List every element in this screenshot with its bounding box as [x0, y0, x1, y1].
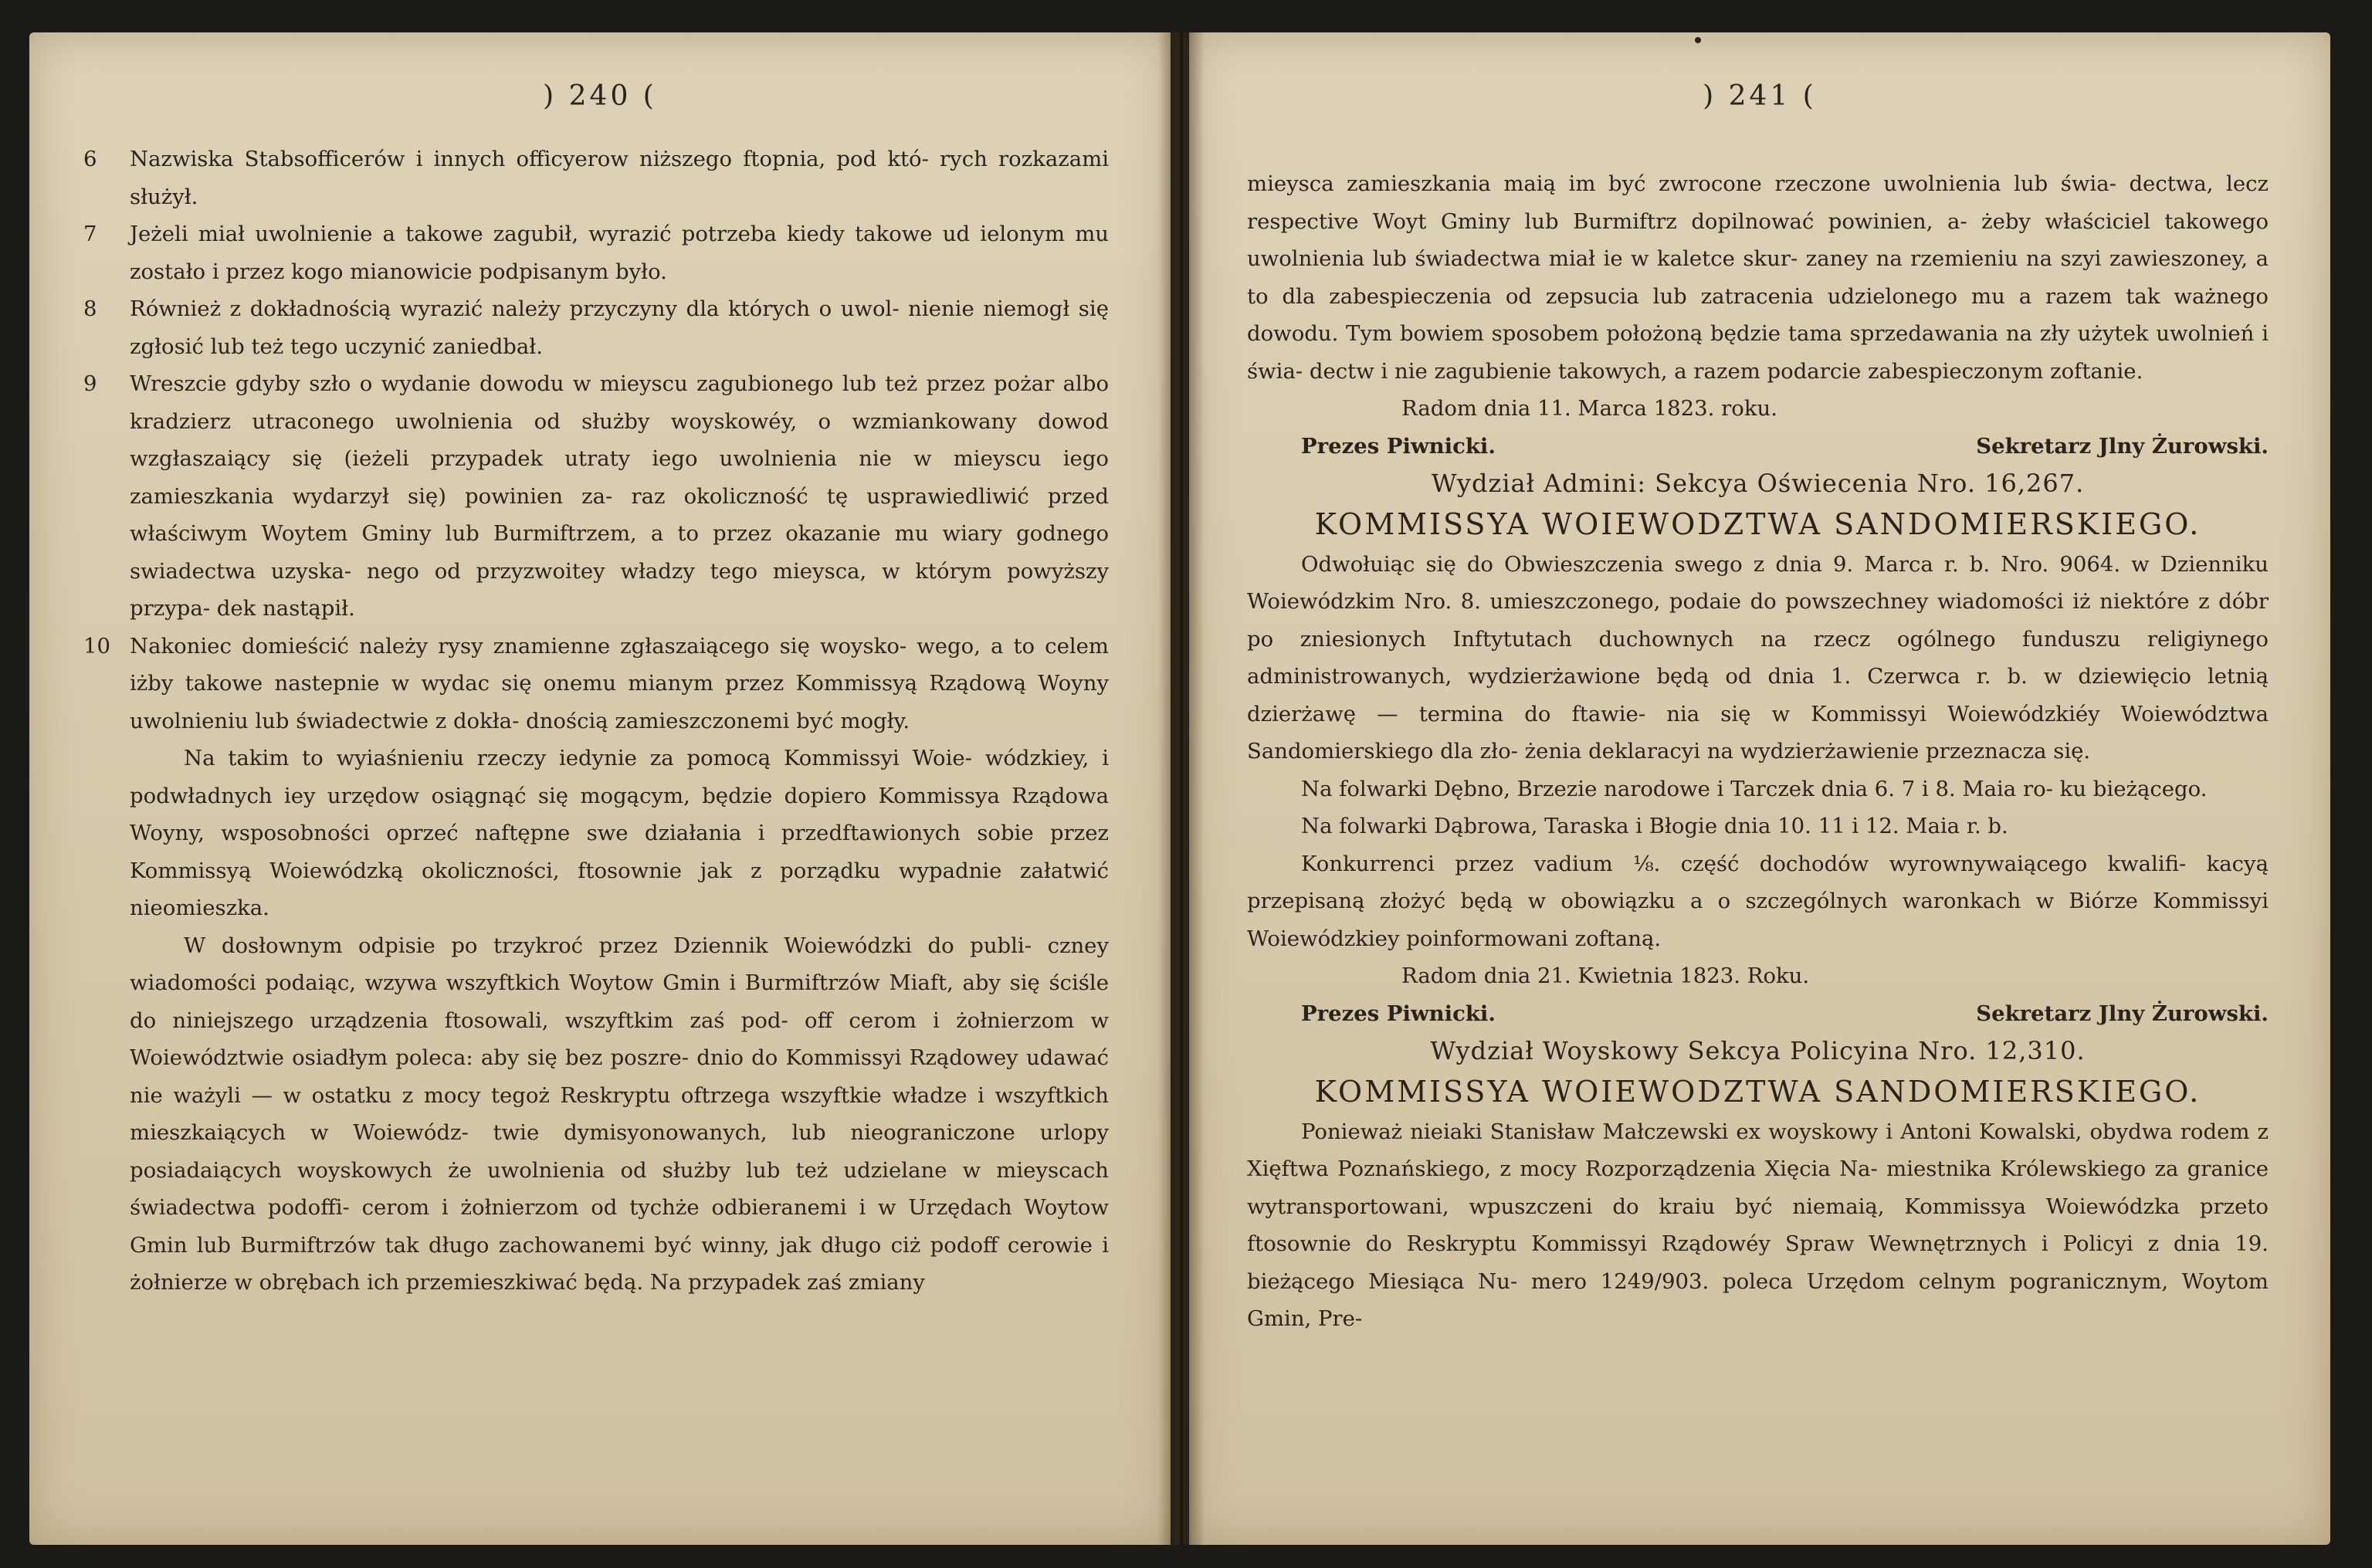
- commission-title: KOMMISSYA WOIEWODZTWA SANDOMIERSKIEGO.: [1314, 506, 2201, 541]
- paragraph: Konkurrenci przez vadium ⅛. część dochodów wyrownywaiącego kwalifi- kacyą przepisaną złożyć będą w obowiązku a o szczególnych waronkach w Biórze Kommissyi Woiewódzkiey poinformowani zoftaną.: [1247, 851, 2269, 951]
- secretary-signature: Sekretarz Jlny Żurowski.: [1976, 433, 2269, 459]
- item-number: 10: [83, 633, 110, 659]
- page-number: ) 240 (: [543, 80, 657, 112]
- right-page-text: [1247, 165, 2269, 1338]
- item-text: Nakoniec domieścić należy rysy znamienne zgłaszaiącego się woysko- wego, a to celem iżby takowe nastepnie w wydac się onemu mianym przez Kommissyą Rządową Woyny uwolnieniu lub świadectwie z dokła- dnością zamieszczonemi być mogły.: [130, 633, 1109, 733]
- paragraph: mieysca zamieszkania maią im być zwrocone rzeczone uwolnienia lub świa- dectwa, lecz respective Woyt Gminy lub Burmiftrz dopilnować powinien, a- żeby właściciel takowego uwolnienia lub świadectwa miał ie w kaletce skur- zaney na rzemieniu na szyi zawieszoney, a to dla zabespieczenia od zepsucia lub zatracenia udzielonego mu a razem tak ważnego dowodu. Tym bowiem sposobem położoną będzie tama sprzedawania na zły użytek uwolnień i świa- dectw i nie zagubienie takowych, a razem podarcie zabespieczonym zoftanie.: [1247, 171, 2269, 384]
- list-item: [83, 290, 1109, 365]
- date-line: Radom dnia 11. Marca 1823. roku.: [1401, 396, 1777, 421]
- item-text: Również z dokładnością wyrazić należy przyczyny dla których o uwol- nienie niemogł się zgłosić lub też tego uczynić zaniedbał.: [130, 296, 1109, 359]
- section-header: Wydział Admini: Sekcya Oświecenia Nro. 16,267.: [1431, 469, 2085, 498]
- list-item: [83, 628, 1109, 740]
- list-item: [83, 365, 1109, 628]
- paragraph: Odwołuiąc się do Obwieszczenia swego z dnia 9. Marca r. b. Nro. 9064. w Dzienniku Woiewódzkim Nro. 8. umieszczonego, podaie do powszechney wiadomości iż niektóre z dóbr po zniesionych Inftytutach duchownych na rzecz ogólnego funduszu religiynego administrowanych, wydzierżawione będą od dnia 1. Czerwca r. b. w dziewięcio letnią dzierżawę — termina do ftawie- nia się w Kommissyi Woiewódzkiéy Woiewództwa Sandomierskiego dla zło- żenia deklaracyi na wydzierżawienie przeznacza się.: [1247, 551, 2269, 764]
- item-text: Wreszcie gdyby szło o wydanie dowodu w mieyscu zagubionego lub też przez pożar albo kradzierz utraconego uwolnienia od służby woyskowéy, o wzmiankowany dowod wzgłaszaiący się (ieżeli przypadek utraty iego uwolnienia nie w mieyscu iego zamieszkania wydarzył się) powinien za- raz okoliczność tę usprawiedliwić przed właściwym Woytem Gminy lub Burmiftrzem, a to przez okazanie mu wiary godnego swiadectwa uzyska- nego od przyzwoitey władzy tego mieysca, w którym powyższy przypa- dek nastąpił.: [130, 371, 1109, 621]
- item-number: 8: [83, 296, 97, 321]
- president-signature: Prezes Piwnicki.: [1301, 1001, 1496, 1026]
- paragraph: Ponieważ nieiaki Stanisław Małczewski ex woyskowy i Antoni Kowalski, obydwa rodem z Xięftwa Poznańskiego, z mocy Rozporządzenia Xięcia Na- miestnika Królewskiego za granice wytransportowani, wpuszczeni do kraiu być niemaią, Kommissya Woiewódzka przeto ftosownie do Reskryptu Kommissyi Rządowéy Spraw Wewnętrznych i Policyi z dnia 19. bieżącego Miesiąca Nu- mero 1249/903. poleca Urzędom celnym pogranicznym, Woytom Gmin, Pre-: [1247, 1119, 2269, 1331]
- item-number: 6: [83, 147, 97, 171]
- page-number: ) 241 (: [1703, 80, 1817, 112]
- signature-line: [1247, 995, 2269, 1033]
- signature-line: [1247, 428, 2269, 466]
- item-number: 9: [83, 371, 97, 396]
- item-text: Jeżeli miał uwolnienie a takowe zagubił, wyrazić potrzeba kiedy takowe ud ielonym mu zostało i przez kogo mianowicie podpisanym było.: [130, 222, 1109, 284]
- book-gutter: [1158, 32, 1205, 1545]
- paragraph: Na folwarki Dąbrowa, Taraska i Błogie dnia 10. 11 i 12. Maia r. b.: [1301, 814, 2008, 838]
- paragraph: Na takim to wyiaśnieniu rzeczy iedynie za pomocą Kommissyi Woie- wódzkiey, i podwładnych iey urzędow osiągnąć się mogącym, będzie dopiero Kommissya Rządowa Woyny, wsposobności oprzeć naftępne swe działania i przedftawionych sobie przez Kommissyą Woiewódzką okoliczności, ftosownie jak z porządku wypadnie załatwić nieomieszka.: [130, 746, 1109, 920]
- date-line: Radom dnia 21. Kwietnia 1823. Roku.: [1401, 963, 1810, 988]
- president-signature: Prezes Piwnicki.: [1301, 433, 1496, 459]
- left-page-text: [83, 141, 1109, 1302]
- item-text: Nazwiska Stabsofficerów i innych officyerow niższego ftopnia, pod któ- rych rozkazami służył.: [130, 147, 1109, 209]
- section-header: Wydział Woyskowy Sekcya Policyina Nro. 12,310.: [1430, 1036, 2086, 1065]
- list-item: [83, 141, 1109, 215]
- paragraph: Na folwarki Dębno, Brzezie narodowe i Tarczek dnia 6. 7 i 8. Maia ro- ku bieżącego.: [1301, 776, 2208, 801]
- paragraph: W dosłownym odpisie po trzykroć przez Dziennik Woiewódzki do publi- czney wiadomości podaiąc, wzywa wszyftkich Woytow Gmin i Burmiftrzów Miaft, aby się ściśle do niniejszego urządzenia ftosowali, wszyftkim zaś pod- off cerom i żołnierzom w Woiewództwie osiadłym poleca: aby się bez poszre- dnio do Kommissyi Rządowey udawać nie ważyli — w ostatku z mocy tegoż Reskryptu oftrzega wszyftkie władze i wszyftkich mieszkaiących w Woiewódz- twie dymisyonowanych, lub nieograniczone urlopy posiadaiących woyskowych że uwolnienia od służby lub też udzielane w mieyscach świadectwa podoffi- cerom i żołnierzom od tychże odbieranemi i w Urzędach Woytow Gmin lub Burmiftrzów tak długo zachowanemi być winny, jak długo ciż podoff cerowie i żołnierze w obrębach ich przemieszkiwać będą. Na przypadek zaś zmiany: [130, 933, 1109, 1295]
- ink-blot: [1695, 37, 1701, 43]
- commission-title: KOMMISSYA WOIEWODZTWA SANDOMIERSKIEGO.: [1314, 1074, 2201, 1109]
- right-page: [1189, 32, 2330, 1545]
- item-number: 7: [83, 222, 97, 246]
- secretary-signature: Sekretarz Jlny Żurowski.: [1976, 1001, 2269, 1026]
- left-page: [29, 32, 1171, 1545]
- list-item: [83, 215, 1109, 290]
